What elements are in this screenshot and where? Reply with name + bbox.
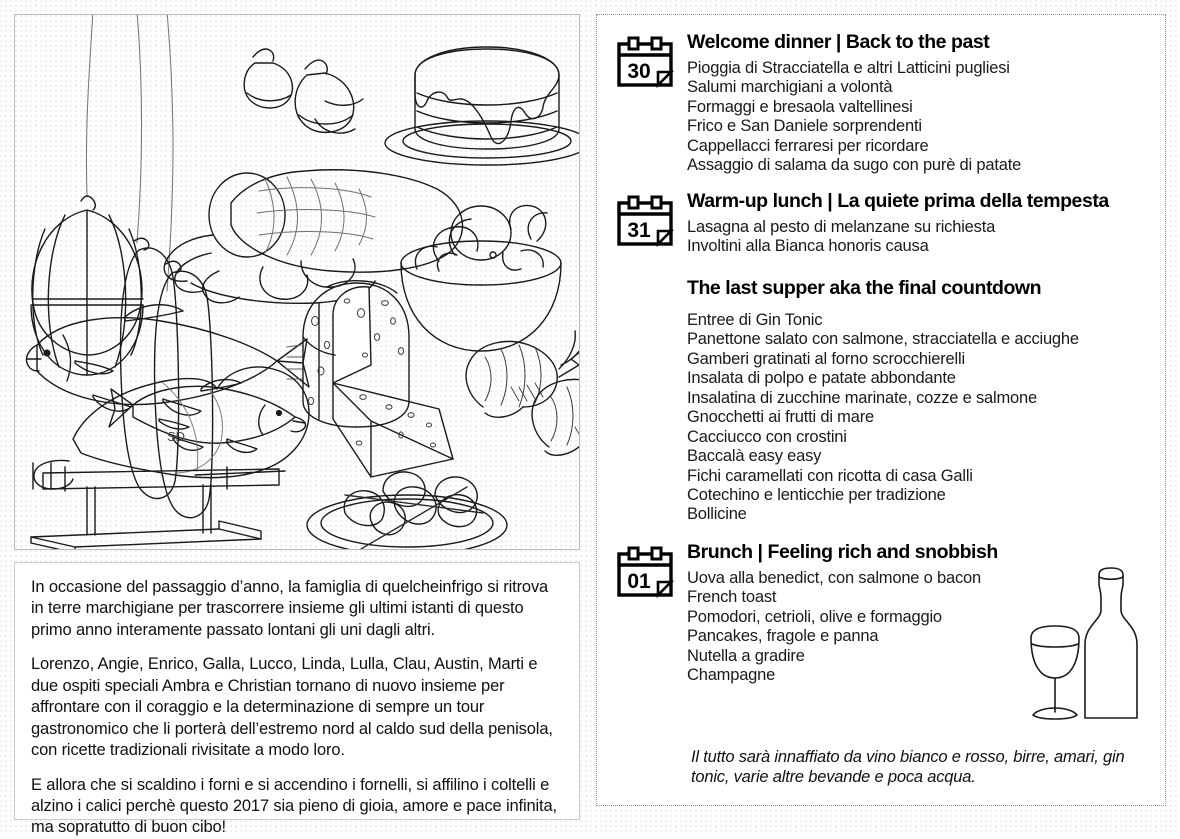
dish-item: Salumi marchigiani a volontà — [687, 78, 893, 97]
dish-item: Cotechino e lenticchie per tradizione — [687, 485, 946, 504]
wine-bottle-icon — [1085, 568, 1137, 718]
calendar-icon-wrapper — [615, 541, 687, 604]
dish-item: Gnocchetti ai frutti di mare — [687, 408, 874, 427]
dish-item: Pomodori, cetrioli, olive e formaggio — [687, 607, 942, 626]
hanging-strings — [86, 15, 173, 291]
dish-item: Pancakes, fragole e panna — [687, 627, 879, 646]
dish-item: Uova alla benedict, con salmone o bacon — [687, 568, 981, 587]
dish-item: Cappellacci ferraresi per ricordare — [687, 136, 929, 155]
pancake-stack — [385, 47, 579, 165]
panettone-with-slice — [303, 281, 453, 477]
bowl-of-potatoes — [401, 205, 561, 351]
plate-of-skewers — [307, 472, 507, 549]
dish-item: Champagne — [687, 666, 776, 685]
event-body — [687, 277, 1151, 525]
event-body — [687, 190, 1151, 257]
drinks-illustration — [1013, 564, 1153, 729]
calendar-icon — [615, 194, 675, 248]
dish-item: Pioggia di Stracciatella e altri Latticini pugliesi — [687, 59, 1010, 77]
menu-panel — [596, 14, 1166, 806]
dish-item: Assaggio di salama da sugo con purè di patate — [687, 156, 1022, 175]
wine-glass-and-bottle-icon — [1013, 564, 1153, 724]
dish-item: Bollicine — [687, 505, 747, 524]
porchetta-roast — [164, 170, 462, 304]
dish-item: Involtini alla Bianca honoris causa — [687, 237, 929, 256]
dish-item: Nutella a gradire — [687, 646, 805, 665]
dish-item: Insalata di polpo e patate abbondante — [687, 369, 956, 388]
hanging-salami — [121, 238, 213, 517]
dish-list — [687, 218, 1151, 257]
calendar-icon-wrapper — [615, 190, 687, 253]
event-title: Brunch | Feeling rich and snobbish — [687, 540, 998, 563]
drinks-footnote: Il tutto sarà innaffiato da vino bianco e rosso, birre, amari, gin tonic, varie altre bevande e poca acqua. — [691, 747, 1125, 786]
dish-item: French toast — [687, 588, 777, 607]
dish-list — [687, 311, 1151, 525]
intro-paragraph-1: In occasione del passaggio d’anno, la famiglia di quelcheinfrigo si ritrova in terre marchigiane per trascorrere insieme gli ultimi istanti di questo primo anno interamente passato lontani gli uni dagli altri. — [31, 578, 549, 639]
dish-item: Cacciucco con crostini — [687, 427, 847, 446]
dish-item: Baccalà easy easy — [687, 447, 822, 466]
event-title: Warm-up lunch | La quiete prima della tempesta — [687, 189, 1109, 212]
intro-paragraph-2: Lorenzo, Angie, Enrico, Galla, Lucco, Linda, Lulla, Clau, Austin, Marti e due ospiti speciali Ambra e Christian tornano di nuovo insieme per affrontare con il coraggio e la determinazione di sempre un tour gastronomico che li porterà dell’estremo nord al caldo sud della penisola, con ricette tradizionali rivisitate a modo loro. — [31, 655, 553, 760]
dish-item: Lasagna al pesto di melanzane su richiesta — [687, 217, 996, 236]
food-illustration — [15, 15, 579, 549]
menu-event-warm-up-lunch — [615, 190, 1151, 257]
left-column — [14, 14, 580, 837]
dish-item: Gamberi gratinati al forno scrocchierelli — [687, 349, 965, 368]
dish-list — [687, 59, 1151, 176]
dish-item: Fichi caramellati con ricotta di casa Galli — [687, 466, 973, 485]
calendar-icon — [615, 545, 675, 599]
calendar-icon — [615, 35, 675, 89]
calendar-icon-wrapper — [615, 31, 687, 94]
dish-item: Frico e San Daniele sorprendenti — [687, 117, 922, 136]
hanging-caciocavallo-cheese — [31, 196, 143, 375]
event-body — [687, 31, 1151, 176]
menu-event-last-supper — [615, 277, 1151, 525]
illustration-panel — [14, 14, 580, 550]
calendar-day-number: 30 — [627, 60, 651, 83]
dish-item: Formaggi e bresaola valtellinesi — [687, 97, 913, 116]
intro-paragraph-3: E allora che si scaldino i forni e si accendino i fornelli, si affilino i coltelli e alzino i calici perchè questo 2017 sia pieno di gioia, amore e pace infinita, ma sopratutto di buon cibo! — [31, 775, 557, 837]
event-title: The last supper aka the final countdown — [687, 276, 1042, 299]
wine-glass-icon — [1031, 626, 1079, 719]
prawns — [466, 331, 579, 455]
menu-event-welcome-dinner — [615, 31, 1151, 176]
dish-item: Panettone salato con salmone, stracciatella e acciughe — [687, 330, 1079, 349]
calendar-day-number: 01 — [627, 569, 651, 593]
dish-item: Insalatina di zucchine marinate, cozze e salmone — [687, 388, 1037, 407]
ham-brand-label: SD — [167, 429, 186, 444]
event-title: Welcome dinner | Back to the past — [687, 31, 990, 53]
figs — [244, 49, 363, 133]
calendar-day-number: 31 — [627, 218, 651, 242]
intro-text-panel — [14, 562, 580, 837]
dish-item: Entree di Gin Tonic — [687, 310, 823, 329]
